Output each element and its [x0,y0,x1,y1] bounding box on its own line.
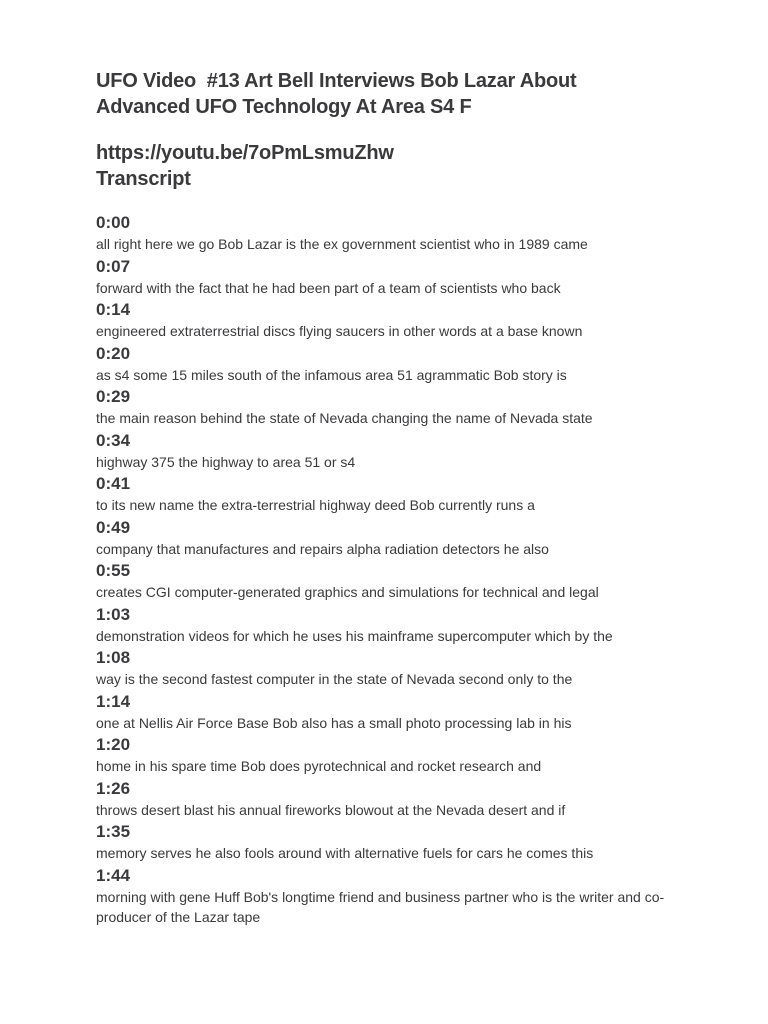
timestamp[interactable]: 0:07 [96,256,131,276]
transcript-heading: Transcript [96,168,191,190]
caption-text: home in his spare time Bob does pyrotechnical and rocket research and [96,758,542,774]
caption-text: throws desert blast his annual fireworks blowout at the Nevada desert and if [96,801,566,818]
transcript-entry [96,386,696,429]
caption-text: as s4 some 15 miles south of the infamous area 51 agrammatic Bob story is [96,366,567,383]
transcript-list [96,212,696,928]
caption-text: highway 375 the highway to area 51 or s4 [96,453,356,470]
caption-text: way is the second fastest computer in the state of Nevada second only to the [96,671,573,687]
timestamp[interactable]: 0:34 [96,430,131,450]
transcript-entry [96,865,696,928]
timestamp[interactable]: 1:35 [96,822,131,841]
transcript-entry [96,473,696,516]
timestamp[interactable]: 1:14 [96,691,131,711]
video-link[interactable]: https://youtu.be/7oPmLsmuZhw [96,142,394,164]
link-block [96,140,696,192]
transcript-entry [96,517,696,560]
document-title [96,68,696,120]
caption-text: demonstration videos for which he uses his mainframe supercomputer which by the [96,627,613,644]
caption-text: the main reason behind the state of Nevada changing the name of Nevada state [96,410,593,426]
timestamp[interactable]: 1:44 [96,865,131,885]
timestamp[interactable]: 0:49 [96,517,131,537]
timestamp[interactable]: 0:20 [96,343,131,363]
caption-text: memory serves he also fools around with alternative fuels for cars he comes this [96,845,594,861]
caption-text: forward with the fact that he had been part of a team of scientists who back [96,279,561,296]
transcript-entry [96,691,696,734]
timestamp[interactable]: 0:55 [96,561,131,580]
timestamp[interactable]: 1:20 [96,735,131,754]
document-page [96,68,696,929]
timestamp[interactable]: 0:00 [96,213,131,232]
caption-text: company that manufactures and repairs alpha radiation detectors he also [96,540,549,557]
transcript-entry [96,299,696,342]
transcript-entry [96,734,696,777]
transcript-entry [96,212,696,255]
transcript-entry [96,604,696,647]
transcript-entry [96,560,696,603]
caption-text: to its new name the extra-terrestrial highway deed Bob currently runs a [96,497,535,513]
caption-text: one at Nellis Air Force Base Bob also has a small photo processing lab in his [96,714,572,731]
caption-text: creates CGI computer-generated graphics and simulations for technical and legal [96,584,599,600]
transcript-entry [96,256,696,299]
transcript-entry [96,430,696,473]
timestamp[interactable]: 0:14 [96,300,131,319]
document-title-line-2: Advanced UFO Technology At Area S4 F [96,96,472,118]
timestamp[interactable]: 0:41 [96,474,131,493]
timestamp[interactable]: 0:29 [96,387,131,406]
caption-text: morning with gene Huff Bob's longtime friend and business partner who is the writer and co-producer of the Lazar tape [96,888,665,925]
transcript-entry [96,778,696,821]
transcript-entry [96,821,696,864]
caption-text: engineered extraterrestrial discs flying saucers in other words at a base known [96,323,583,339]
document-title-line-1: UFO Video #13 Art Bell Interviews Bob Lazar About [96,70,577,92]
transcript-entry [96,647,696,690]
timestamp[interactable]: 1:26 [96,778,131,798]
transcript-entry [96,343,696,386]
timestamp[interactable]: 1:08 [96,648,131,667]
timestamp[interactable]: 1:03 [96,604,131,624]
caption-text: all right here we go Bob Lazar is the ex government scientist who in 1989 came [96,236,588,252]
